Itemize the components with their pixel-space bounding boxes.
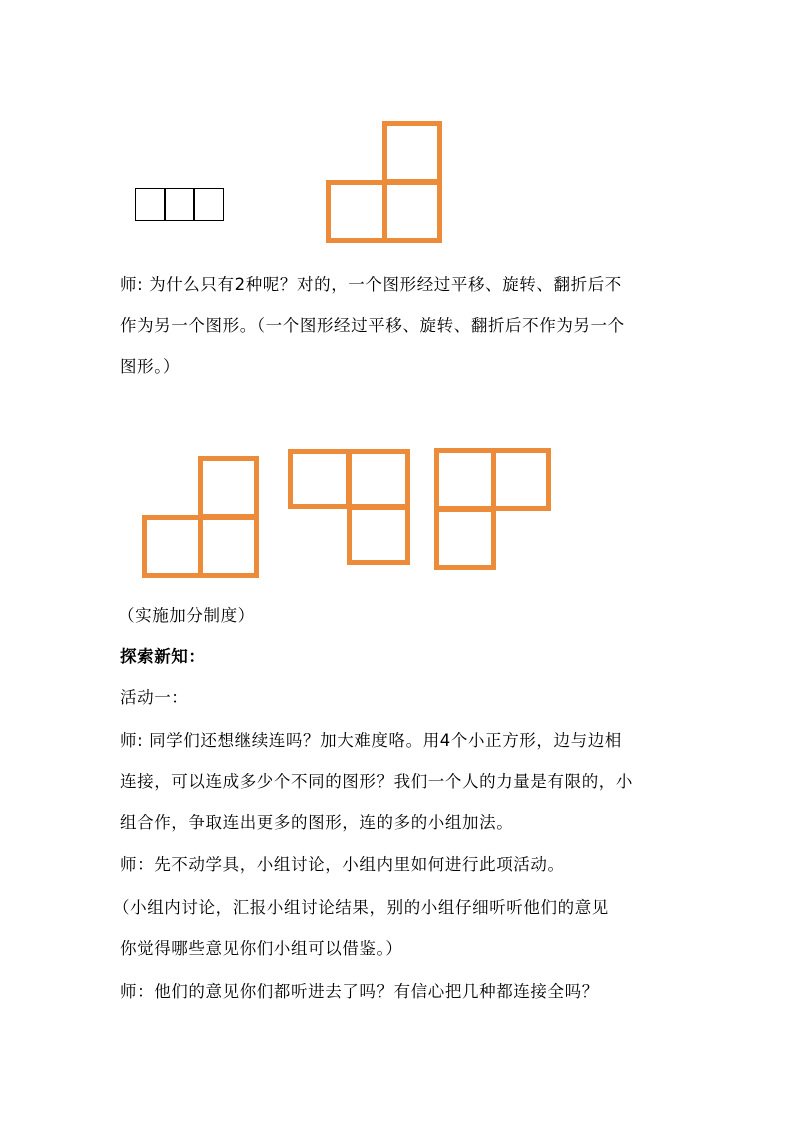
- paragraph-teacher-1-line-2: 作为另一个图形。（一个图形经过平移、旋转、翻折后不作为另一个: [120, 316, 625, 335]
- orange-square: [288, 449, 351, 509]
- black-square-3: [193, 188, 224, 221]
- orange-square: [434, 507, 496, 570]
- orange-square-bottom-left: [326, 180, 387, 243]
- orange-square: [198, 456, 259, 519]
- paragraph-teacher-2-line-3: 组合作，争取连出更多的图形，连的多的小组加法。: [120, 813, 514, 832]
- black-square-1: [135, 188, 166, 221]
- orange-square: [142, 515, 203, 578]
- orange-square: [434, 448, 496, 511]
- orange-square: [347, 449, 410, 509]
- paragraph-teacher-1-line-3: 图形。）: [120, 357, 181, 376]
- orange-square: [347, 505, 410, 565]
- orange-square-bottom-right: [382, 180, 442, 243]
- paragraph-teacher-2-line-1: 师: 同学们还想继续连吗？加大难度咯。用4个小正方形，边与边相: [120, 731, 622, 750]
- paragraph-teacher-3: 师：先不动学具，小组讨论，小组内里如何进行此项活动。: [120, 855, 565, 874]
- heading-explore: 探索新知：: [120, 647, 206, 666]
- paragraph-teacher-2-line-2: 连接，可以连成多少个不同的图形？我们一个人的力量是有限的，小: [120, 772, 633, 791]
- activity-one-label: 活动一：: [120, 688, 189, 707]
- paragraph-group-line-1: （小组内讨论，汇报小组讨论结果，别的小组仔细听听他们的意见: [113, 898, 609, 917]
- paragraph-group-line-2: 你觉得哪些意见你们小组可以借鉴。）: [120, 939, 403, 958]
- paragraph-teacher-1-line-1: 师: 为什么只有2种呢？对的，一个图形经过平移、旋转、翻折后不: [120, 275, 622, 294]
- orange-square: [491, 448, 551, 511]
- paragraph-teacher-4: 师：他们的意见你们都听进去了吗？有信心把几种都连接全吗？: [120, 982, 599, 1001]
- orange-square-top: [382, 121, 442, 184]
- orange-square: [198, 515, 259, 578]
- note-scoring: （实施加分制度）: [118, 606, 255, 625]
- black-square-2: [164, 188, 195, 221]
